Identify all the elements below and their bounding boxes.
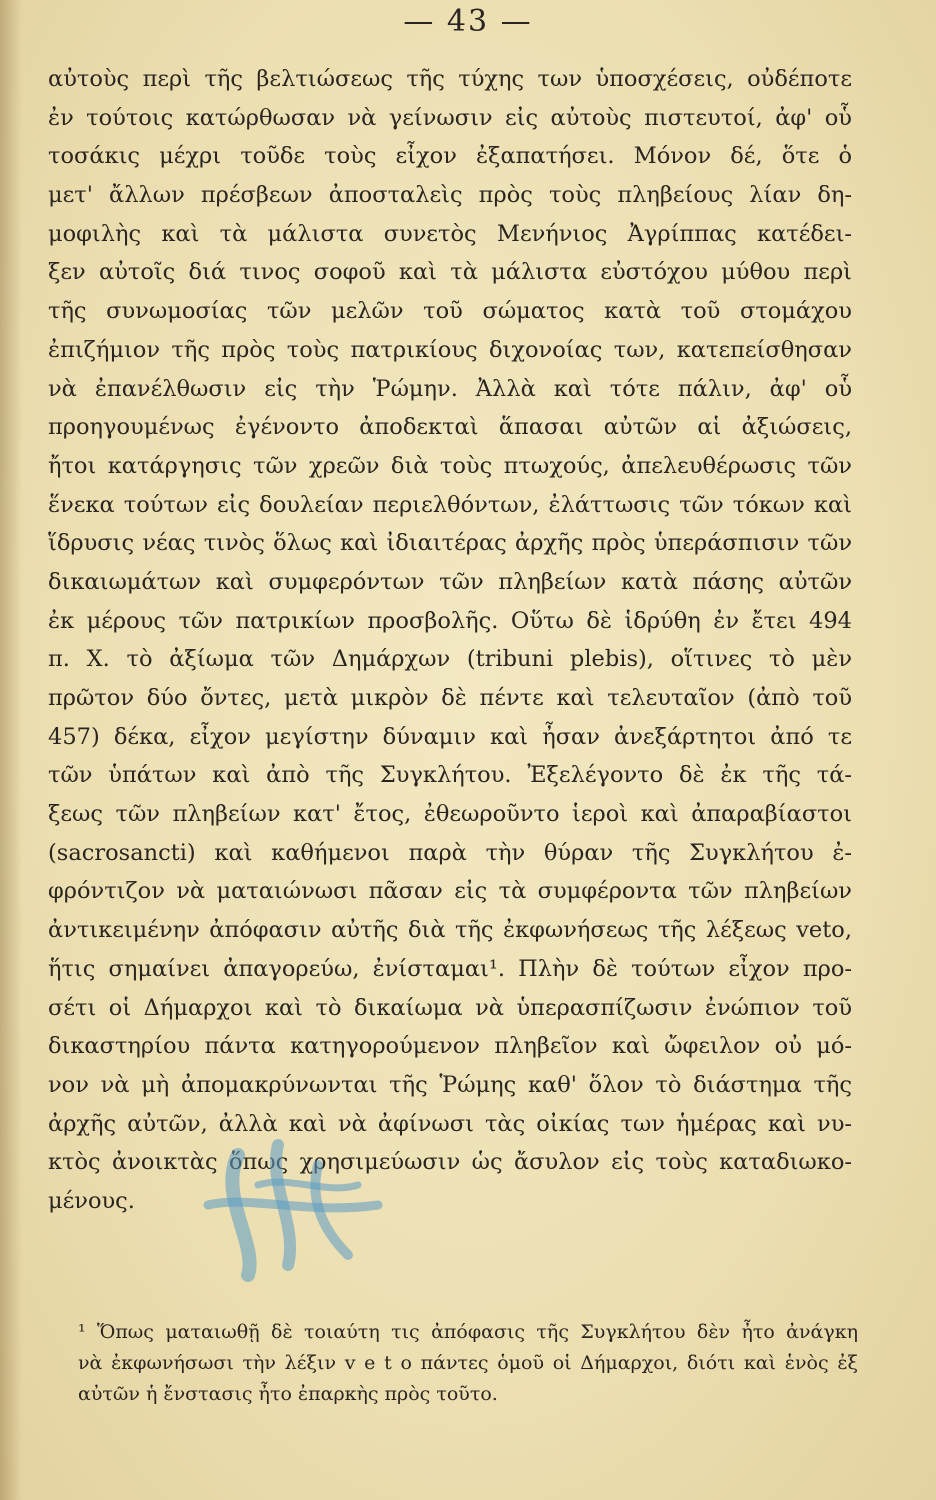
text-line: μένους.	[48, 1187, 135, 1214]
text-line: προηγουμένως ἐγένοντο ἀποδεκταὶ ἅπασαι αὐτῶν αἱ ἀξιώσεις,	[48, 414, 852, 441]
text-line: πρῶτον δύο ὄντες, μετὰ μικρὸν δὲ πέντε καὶ τελευταῖον (ἀπὸ τοῦ	[48, 685, 852, 711]
text-line: σέτι οἱ Δήμαρχοι καὶ τὸ δικαίωμα νὰ ὑπερασπίζωσιν ἐνώπιον τοῦ	[48, 994, 852, 1021]
text-line: (sacrosancti) καὶ καθήμενοι παρὰ τὴν θύραν τῆς Συγκλήτου ἐ-	[48, 839, 852, 866]
footnote-line: νὰ ἐκφωνήσωσι τὴν λέξιν v e t o πάντες ὁμοῦ οἱ Δήμαρχοι, διότι καὶ ἑνὸς ἐξ	[78, 1352, 858, 1374]
page-edge-shadow	[0, 0, 22, 1500]
text-line: ἐν τούτοις κατώρθωσαν νὰ γείνωσιν εἰς αὐτοὺς πιστευτοί, ἀφ' οὗ	[48, 104, 852, 131]
text-line: κτὸς ἀνοικτὰς ὅπως χρησιμεύωσιν ὡς ἄσυλον εἰς τοὺς καταδιωκο-	[48, 1149, 852, 1176]
text-line: ἕνεκα τούτων εἰς δουλείαν περιελθόντων, ἐλάττωσις τῶν τόκων καὶ	[48, 491, 852, 518]
text-line: ἀρχῆς αὐτῶν, ἀλλὰ καὶ νὰ ἀφίνωσι τὰς οἰκίας των ἡμέρας καὶ νυ-	[48, 1110, 852, 1137]
text-line: φρόντιζον νὰ ματαιώνωσι πᾶσαν εἰς τὰ συμφέροντα τῶν πληβείων	[48, 878, 852, 905]
text-line: τῆς συνωμοσίας τῶν μελῶν τοῦ σώματος κατὰ τοῦ στομάχου	[48, 298, 852, 325]
text-line: τῶν ὑπάτων καὶ ἀπὸ τῆς Συγκλήτου. Ἐξελέγοντο δὲ ἐκ τῆς τά-	[48, 762, 852, 789]
text-line: ἐπιζήμιον τῆς πρὸς τοὺς πατρικίους διχονοίας των, κατεπείσθησαν	[48, 336, 852, 363]
text-line: νον νὰ μὴ ἀπομακρύνωνται τῆς Ῥώμης καθ' ὅλον τὸ διάστημα τῆς	[48, 1071, 852, 1098]
text-line: τοσάκις μέχρι τοῦδε τοὺς εἶχον ἐξαπατήσει. Μόνον δέ, ὅτε ὁ	[48, 143, 852, 170]
text-line: δικαιωμάτων καὶ συμφερόντων τῶν πληβείων κατὰ πάσης αὐτῶν	[48, 568, 852, 595]
footnote-line: ¹ Ὅπως ματαιωθῇ δὲ τοιαύτη τις ἀπόφασις τῆς Συγκλήτου δὲν ἦτο ἀνάγκη	[78, 1321, 858, 1343]
main-text-block	[48, 60, 852, 1221]
text-line: νὰ ἐπανέλθωσιν εἰς τὴν Ῥώμην. Ἀλλὰ καὶ τότε πάλιν, ἀφ' οὗ	[48, 375, 852, 402]
text-line: 457) δέκα, εἶχον μεγίστην δύναμιν καὶ ἦσαν ἀνεξάρτητοι ἀπό τε	[48, 723, 852, 750]
text-line: ἐκ μέρους τῶν πατρικίων προσβολῆς. Οὕτω δὲ ἱδρύθη ἐν ἔτει 494	[48, 607, 852, 634]
text-line: δικαστηρίου πάντα κατηγορούμενον πληβεῖον καὶ ὤφειλον οὐ μό-	[48, 1033, 852, 1060]
text-line: π. Χ. τὸ ἀξίωμα τῶν Δημάρχων (tribuni plebis), οἵτινες τὸ μὲν	[48, 646, 852, 673]
text-line: ξεως τῶν πληβείων κατ' ἔτος, ἐθεωροῦντο ἱεροὶ καὶ ἀπαραβίαστοι	[48, 801, 852, 828]
text-line: ἤτοι κατάργησις τῶν χρεῶν διὰ τοὺς πτωχούς, ἀπελευθέρωσις τῶν	[48, 452, 852, 479]
text-line: μετ' ἄλλων πρέσβεων ἀποσταλεὶς πρὸς τοὺς πληβείους λίαν δη-	[48, 182, 852, 209]
text-line: ἀντικειμένην ἀπόφασιν αὐτῆς διὰ τῆς ἐκφωνήσεως τῆς λέξεως veto,	[48, 917, 852, 944]
text-line: ξεν αὐτοῖς διά τινος σοφοῦ καὶ τὰ μάλιστα εὐστόχου μύθου περὶ	[48, 259, 852, 286]
text-line: ἥτις σημαίνει ἀπαγορεύω, ἐνίσταμαι¹. Πλὴν δὲ τούτων εἶχον προ-	[48, 955, 852, 982]
text-line: μοφιλὴς καὶ τὰ μάλιστα συνετὸς Μενήνιος Ἀγρίππας κατέδει-	[48, 220, 852, 247]
footnote-line: αὐτῶν ἡ ἔνστασις ἦτο ἐπαρκὴς πρὸς τοῦτο.	[78, 1383, 498, 1405]
text-line: αὐτοὺς περὶ τῆς βελτιώσεως τῆς τύχης των ὑποσχέσεις, οὐδέποτε	[48, 66, 852, 92]
page-number: — 43 —	[403, 4, 533, 39]
text-line: ἵδρυσις νέας τινὸς ὅλως καὶ ἰδιαιτέρας ἀρχῆς πρὸς ὑπεράσπισιν τῶν	[48, 530, 852, 557]
footnote-block	[78, 1317, 858, 1410]
